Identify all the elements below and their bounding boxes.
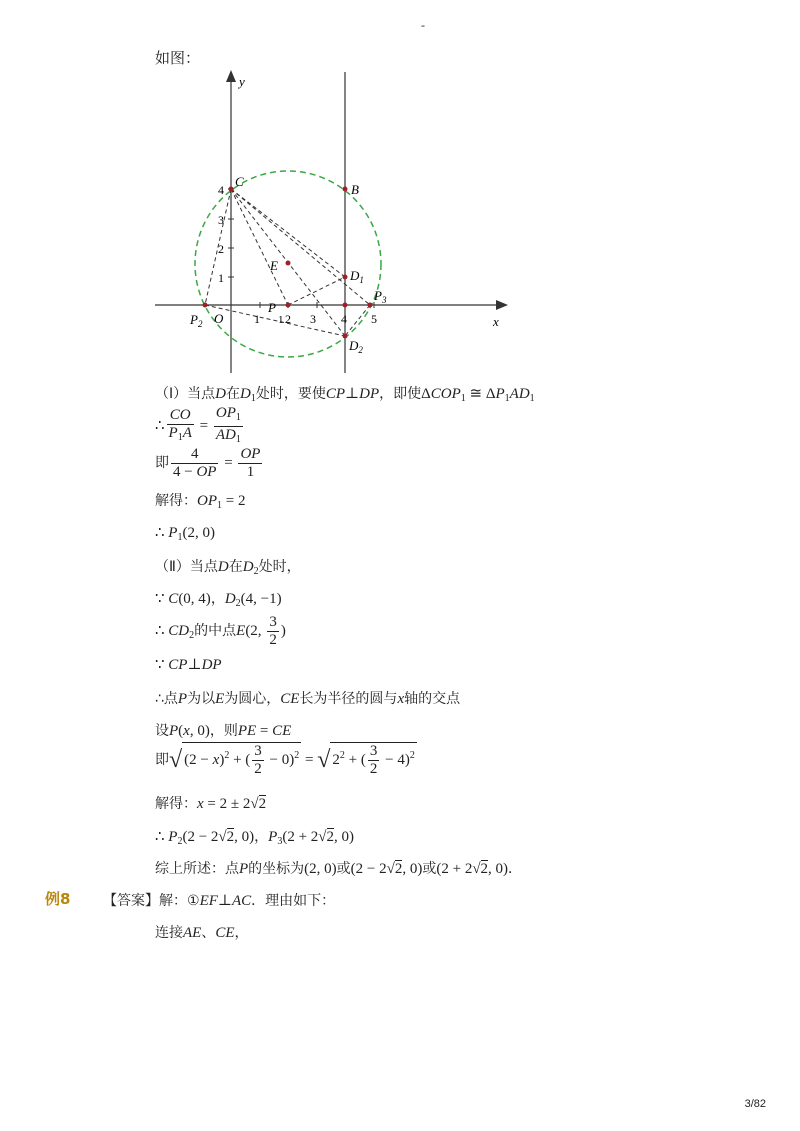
page-number: 3/82 <box>744 1098 766 1110</box>
label-B: B <box>351 182 359 197</box>
part2-midpoint: ∴ $CD_2$的中点E(2, $\frac{3}{2}$ ) <box>155 614 286 648</box>
point-4 <box>343 303 348 308</box>
part1-solve: 解得：$OP_1 = 2$ <box>155 493 246 511</box>
example8-answer: 【答案】解：①EF⊥AC．理由如下： <box>103 893 336 909</box>
tick-x-5: 5 <box>371 312 377 326</box>
part1-ratio: ∴ $\frac{CO}{P_1A}$ = $\frac{OP_1}{AD_1}$ <box>155 405 241 445</box>
part2-solve: 解得：x = 2 ± 2√2 <box>155 796 267 812</box>
x-axis-arrow <box>496 300 508 310</box>
point-P3 <box>368 303 373 308</box>
label-D1: $D_1$ <box>350 268 364 285</box>
line-P3-D2 <box>345 305 370 336</box>
part1-equation: 即 $\frac{4}{4 - OP}$ = $\frac{OP}{1}$ <box>155 446 261 480</box>
part2-condition: （Ⅱ）当点D在$D_2$处时， <box>155 559 301 577</box>
label-C: C <box>235 174 244 189</box>
line-C-P3 <box>231 189 370 305</box>
header-mark: - <box>421 18 425 32</box>
part2-distance-eq: 即√ $(2 - x)^2$ + ( $\frac{3}{2}$ − 0)$^2$ = √ $2^2$ + ( $\frac{3}{2}$ − 4)$^2$ <box>155 743 415 777</box>
point-D1 <box>343 275 348 280</box>
label-P1-sub: 1 <box>278 314 284 326</box>
point-C <box>229 187 234 192</box>
label-y: y <box>239 74 245 89</box>
label-x: x <box>493 314 499 329</box>
part1-result: ∴ $P_1(2$, 0) <box>155 525 215 543</box>
point-P2 <box>203 303 208 308</box>
label-O: O <box>214 311 224 326</box>
label-P3: $P_3$ <box>374 288 387 305</box>
line-C-P1 <box>231 189 288 305</box>
coordinate-figure <box>150 68 520 378</box>
tick-y-2: 2 <box>218 242 224 256</box>
tick-y-3: 3 <box>218 213 224 227</box>
part2-circle: ∴点P为以E为圆心，CE长为半径的圆与x轴的交点 <box>155 691 461 707</box>
y-axis-arrow <box>226 70 236 82</box>
part2-set: 设P(x, 0)，则PE = CE <box>155 723 292 739</box>
tick-x-4: 4 <box>341 312 347 326</box>
point-P1 <box>286 303 291 308</box>
tick-x-3: 3 <box>310 312 316 326</box>
line-P1-D1 <box>288 277 345 305</box>
label-P2: $P_2$ <box>190 312 203 329</box>
point-E <box>286 261 291 266</box>
point-B <box>343 187 348 192</box>
label-E: E <box>270 258 278 273</box>
part2-conclusion: 综上所述：点P的坐标为(2, 0)或(2 − 2√2, 0)或(2 + 2√2, 0)． <box>155 861 523 877</box>
example-label: 例8 <box>45 890 71 908</box>
part2-coords: ∵ C(0, 4)，$D_2(4$, −1) <box>155 591 282 609</box>
tick-x-1: 1 <box>254 312 260 326</box>
example8-connect: 连接AE、CE， <box>155 925 249 941</box>
tick-y-1: 1 <box>218 271 224 285</box>
tick-x-2: 2 <box>285 312 291 326</box>
part2-perp: ∵ CP⊥DP <box>155 657 222 673</box>
tick-y-4: 4 <box>218 183 224 197</box>
point-D2 <box>343 334 348 339</box>
label-D2: $D_2$ <box>349 338 363 355</box>
part2-points: ∴ $P_2(2 - 2√2$, 0)，$P_3(2 + 2√2$, 0) <box>155 829 355 847</box>
intro-text: 如图： <box>155 49 201 67</box>
label-P: P <box>268 300 276 315</box>
part1-condition: （Ⅰ）当点D在$D_1$处时，要使CP⊥DP，即使$\Delta COP_1$ ≅ $\Delta P_1AD_1$ <box>155 386 535 404</box>
